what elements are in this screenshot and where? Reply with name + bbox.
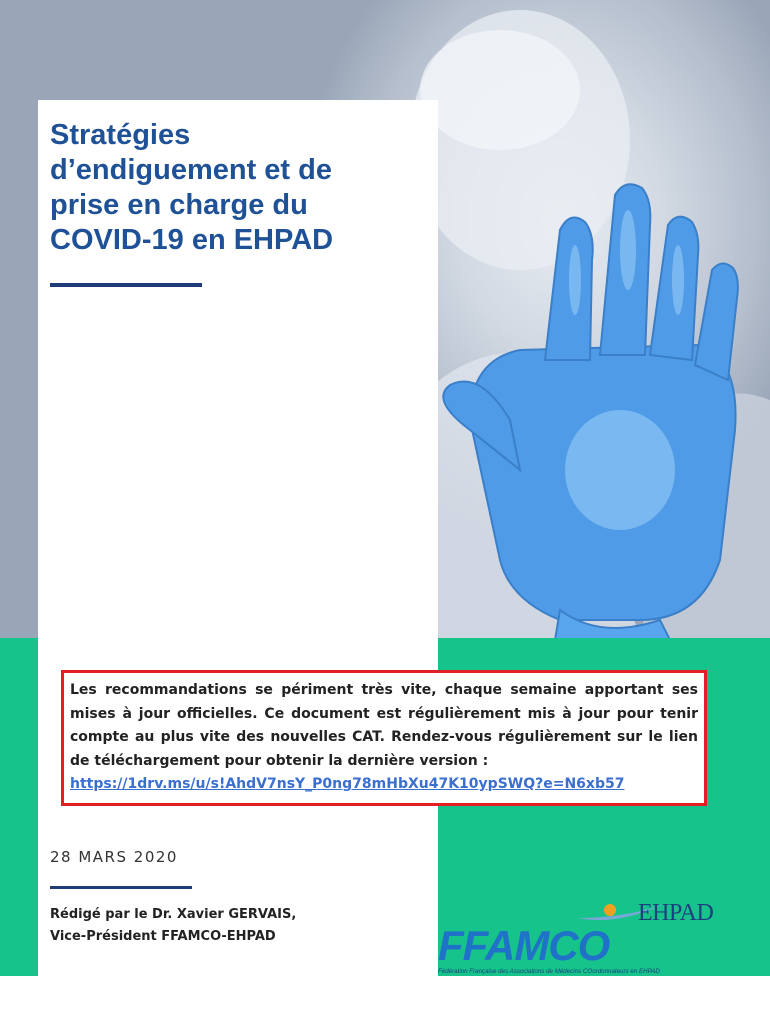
- ffamco-logo: [436, 896, 726, 978]
- document-title: [50, 118, 410, 258]
- author-line: Vice-Président FFAMCO-EHPAD: [50, 929, 276, 944]
- notice-text: Les recommandations se périment très vite, chaque semaine apportant ses mises à jour officielles. Ce document est régulièrement mis à jour pour tenir compte au plus vite des nouvelles CAT. Rendez-vous régulièrement sur le lien de téléchargement pour obtenir la dernière version :: [70, 682, 698, 769]
- title-line: Stratégies: [50, 119, 191, 151]
- download-link[interactable]: https://1drv.ms/u/s!AhdV7nsY_P0ng78mHbXu47K10ypSWQ?e=N6xb57: [70, 776, 625, 792]
- publication-date: 28 MARS 2020: [50, 848, 178, 866]
- title-divider: [50, 283, 202, 287]
- title-line: d’endiguement et de: [50, 154, 332, 186]
- title-line: prise en charge du: [50, 189, 308, 221]
- title-line: COVID-19 en EHPAD: [50, 224, 334, 256]
- logo-ehpad-text: EHPAD: [638, 900, 714, 926]
- author-block: [50, 904, 296, 948]
- author-line: Rédigé par le Dr. Xavier GERVAIS,: [50, 907, 297, 922]
- logo-tagline: Fédération Française des Associations de Médecins COordonnateurs en EHPAD: [438, 968, 660, 975]
- logo-ffamco-text: FFAMCO: [438, 922, 610, 969]
- update-notice-box: [61, 670, 707, 806]
- bottom-margin: [0, 976, 770, 1024]
- date-divider: [50, 886, 192, 889]
